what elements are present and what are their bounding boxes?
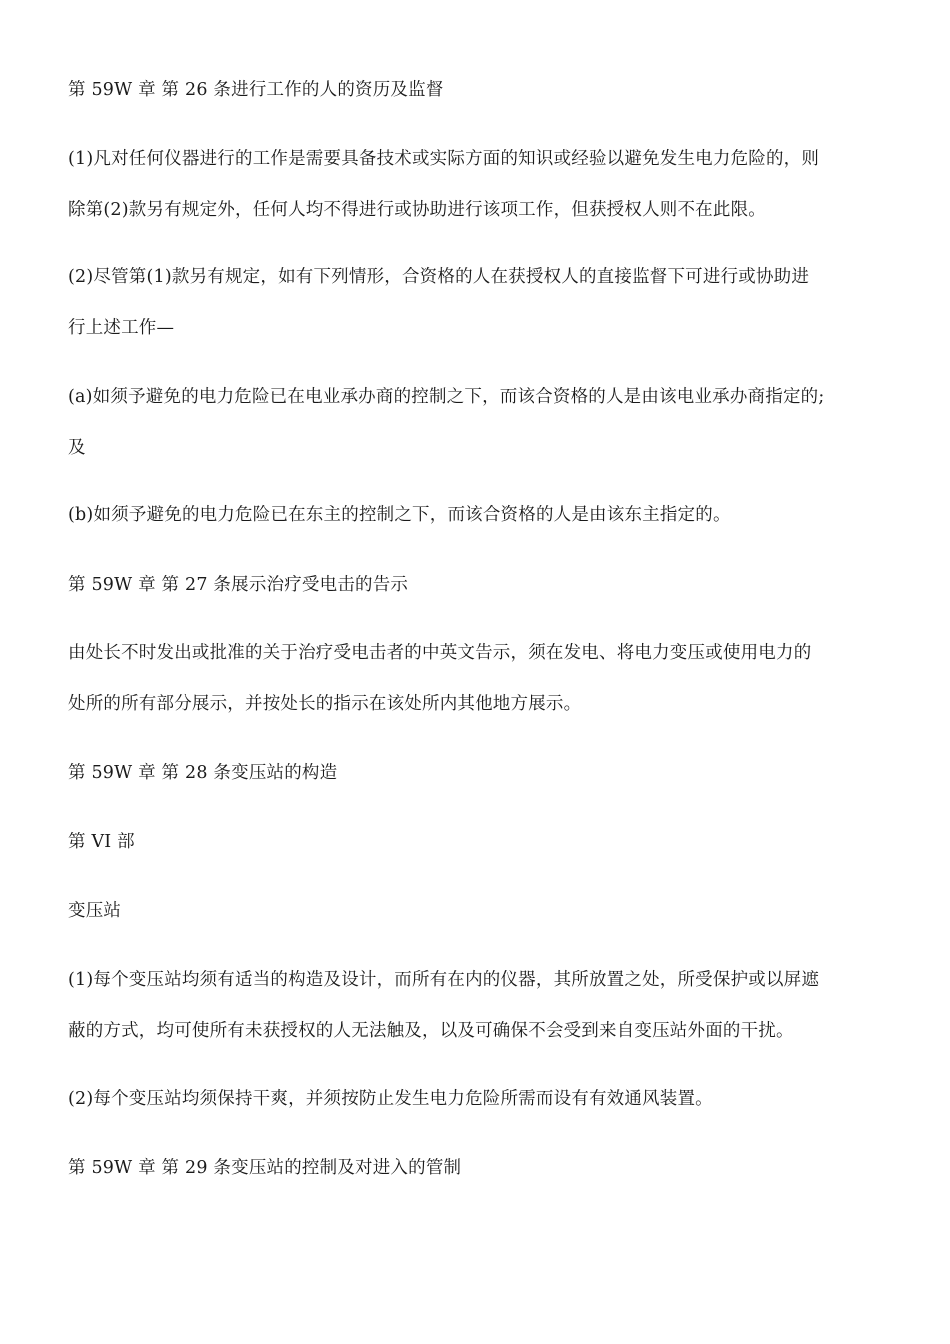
paragraph-line: 行上述工作—: [68, 318, 175, 338]
paragraph-line: 处所的所有部分展示，并按处长的指示在该处所内其他地方展示。: [68, 694, 582, 714]
part-title: 变压站: [68, 901, 122, 921]
paragraph-line: 由处长不时发出或批准的关于治疗受电击者的中英文告示，须在发电、将电力变压或使用电力的: [68, 643, 812, 663]
section-heading-28: 第 59W 章 第 28 条变压站的构造: [68, 763, 338, 783]
paragraph-line: (2)尽管第(1)款另有规定，如有下列情形，合资格的人在获授权人的直接监督下可进行或协助进: [68, 267, 810, 287]
paragraph-line: (a)如须予避免的电力危险已在电业承办商的控制之下，而该合资格的人是由该电业承办商指定的;: [68, 387, 825, 407]
section-heading-26: 第 59W 章 第 26 条进行工作的人的资历及监督: [68, 80, 444, 100]
paragraph-line: 及: [68, 438, 86, 458]
paragraph-line: 除第(2)款另有规定外，任何人均不得进行或协助进行该项工作，但获授权人则不在此限。: [68, 200, 766, 220]
section-heading-29: 第 59W 章 第 29 条变压站的控制及对进入的管制: [68, 1158, 462, 1178]
paragraph-line: (1)每个变压站均须有适当的构造及设计，而所有在内的仪器，其所放置之处，所受保护或以屏遮: [68, 970, 820, 990]
part-heading: 第 VI 部: [68, 832, 135, 852]
paragraph-line: (b)如须予避免的电力危险已在东主的控制之下，而该合资格的人是由该东主指定的。: [68, 505, 731, 525]
paragraph-line: (1)凡对任何仪器进行的工作是需要具备技术或实际方面的知识或经验以避免发生电力危险的，则: [68, 149, 820, 169]
paragraph-line: (2)每个变压站均须保持干爽，并须按防止发生电力危险所需而设有有效通风装置。: [68, 1089, 713, 1109]
section-heading-27: 第 59W 章 第 27 条展示治疗受电击的告示: [68, 575, 409, 595]
paragraph-line: 蔽的方式，均可使所有未获授权的人无法触及，以及可确保不会受到来自变压站外面的干扰。: [68, 1021, 794, 1041]
